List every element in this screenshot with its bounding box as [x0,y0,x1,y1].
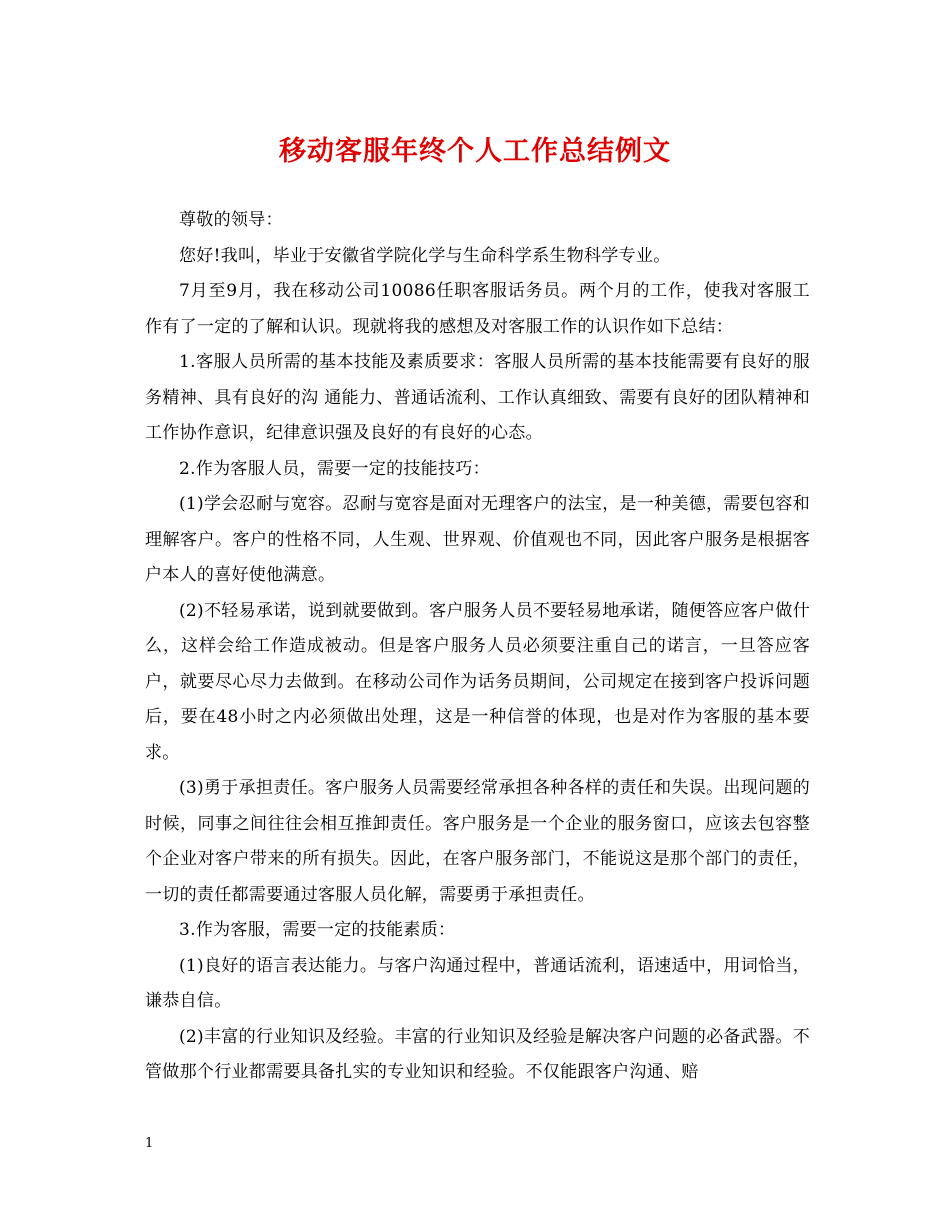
paragraph-greeting: 您好!我叫，毕业于安徽省学院化学与生命科学系生物科学专业。 [179,245,671,266]
paragraph-intro: 7月至9月，我在移动公司10086任职客服话务员。两个月的工作，使我对客服工作有了一定的了解和认识。现就将我的感想及对客服工作的认识作如下总结： [145,281,810,337]
paragraph-section-2-item-3: (3)勇于承担责任。客户服务人员需要经常承担各种各样的责任和失误。出现问题的时候，同事之间往往会相互推卸责任。客户服务是一个企业的服务窗口，应该去包容整个企业对客户带来的所有损失。因此，在客户服务部门，不能说这是那个部门的责任，一切的责任都需要通过客服人员化解，需要勇于承担责任。 [145,778,810,905]
document-title: 移动客服年终个人工作总结例文 [279,136,671,167]
document-body [145,203,810,1091]
paragraph-section-2-item-1: (1)学会忍耐与宽容。忍耐与宽容是面对无理客户的法宝，是一种美德，需要包容和理解客户。客户的性格不同，人生观、世界观、价值观也不同，因此客户服务是根据客户本人的喜好使他满意。 [145,494,810,585]
paragraph-salutation: 尊敬的领导： [179,210,283,230]
paragraph-section-2-heading: 2.作为客服人员，需要一定的技能技巧： [179,458,490,479]
paragraph-section-3-heading: 3.作为客服，需要一定的技能素质： [179,920,456,940]
paragraph-section-1: 1.客服人员所需的基本技能及素质要求：客服人员所需的基本技能需要有良好的服务精神、具有良好的沟 通能力、普通话流利、工作认真细致、需要有良好的团队精神和工作协作意识，纪律意识强及良好的有良好的心态。 [145,352,810,443]
page-number: 1 [145,1136,154,1151]
paragraph-section-3-item-1: (1)良好的语言表达能力。与客户沟通过程中，普通话流利，语速适中，用词恰当，谦恭自信。 [145,955,810,1011]
paragraph-section-3-item-2: (2)丰富的行业知识及经验。丰富的行业知识及经验是解决客户问题的必备武器。不管做那个行业都需要具备扎实的专业知识和经验。不仅能跟客户沟通、赔 [145,1026,810,1082]
paragraph-section-2-item-2: (2)不轻易承诺，说到就要做到。客户服务人员不要轻易地承诺，随便答应客户做什么，这样会给工作造成被动。但是客户服务人员必须要注重自己的诺言，一旦答应客户，就要尽心尽力去做到。在移动公司作为话务员期间，公司规定在接到客户投诉问题后，要在48小时之内必须做出处理，这是一种信誉的体现，也是对作为客服的基本要求。 [145,600,810,763]
